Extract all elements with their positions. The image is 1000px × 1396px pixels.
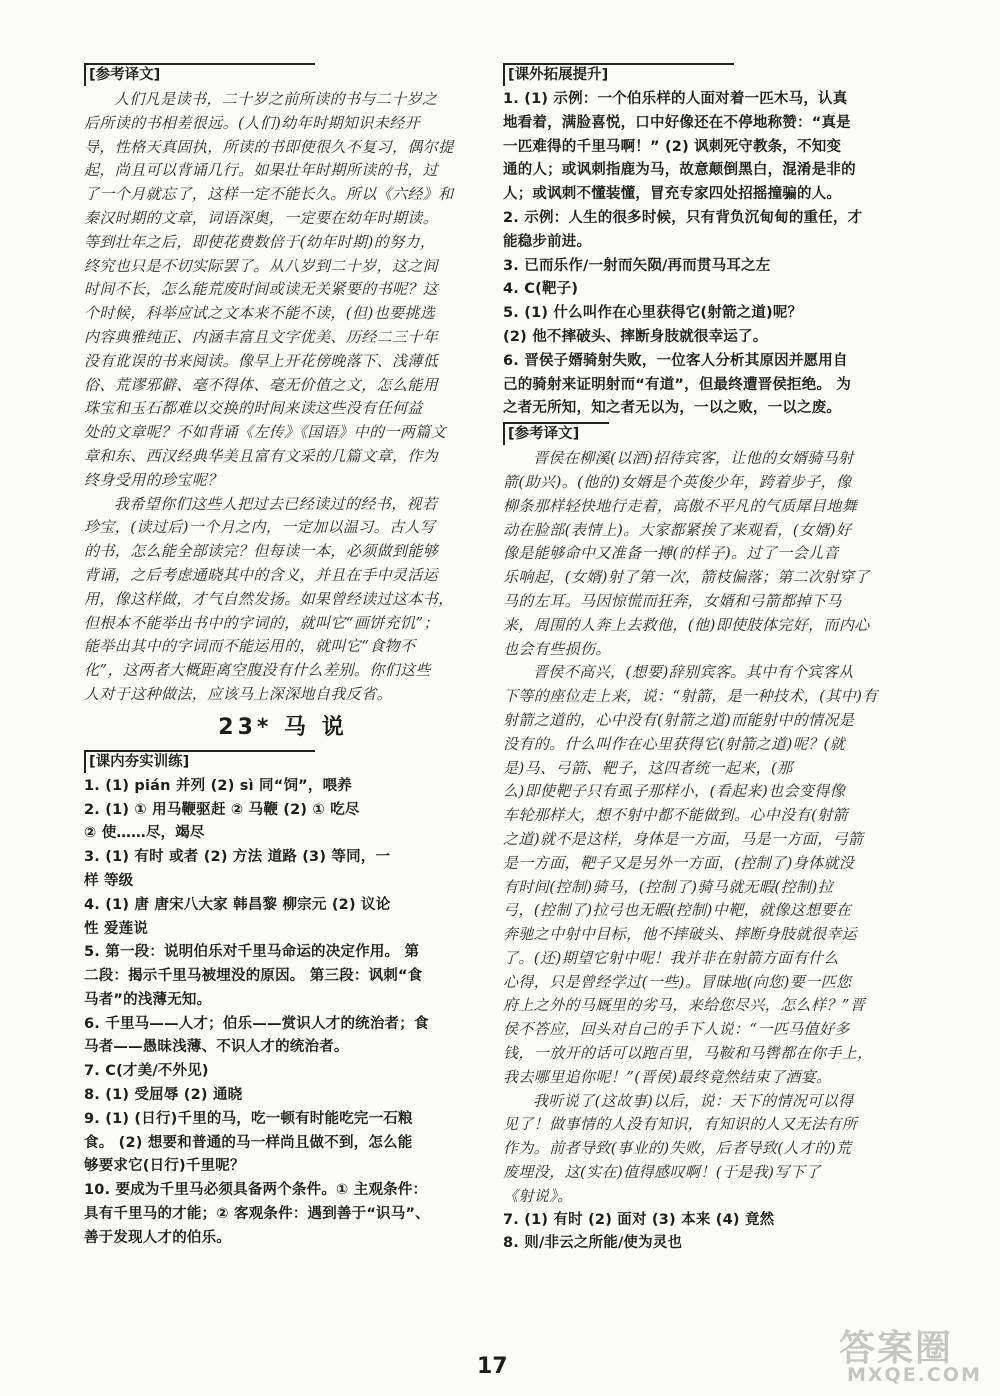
- answer-line: 7. C(才美/不外见): [84, 1063, 209, 1080]
- answer-line: 8. 则/非云之所能/使为灵也: [503, 1235, 683, 1252]
- translation-line: 俗、荒谬邪僻、毫不得体、毫无价值之文，怎么能用: [84, 375, 439, 394]
- left-translation-label: [参考译文]: [84, 63, 315, 86]
- watermark-logo: [833, 1318, 983, 1390]
- answer-line: 能稳步前进。: [503, 233, 592, 250]
- translation-line: 府上之外的马厩里的劣马，来给您尽兴，怎么样？”晋: [503, 996, 866, 1015]
- answer-line: 二段：揭示千里马被埋没的原因。 第三段：讽刺“食: [84, 968, 423, 985]
- translation-line: 动在脸部(表情上)。大家都紧挨了来观看，(女婿)好: [503, 520, 852, 539]
- translation-line: 么)即使靶子只有虱子那样小，(看起来)也会变得像: [503, 782, 846, 801]
- practice-label: [课内夯实训练]: [84, 750, 315, 773]
- translation-line: 马的左耳。马因惊慌而狂奔，女婿和弓箭都掉下马: [503, 591, 842, 610]
- answer-line: 一匹难得的千里马啊！” (2) 讽刺死守教条，不知变: [503, 138, 842, 155]
- translation-line: 晋侯不高兴，(想要)辞别宾客。其中有个宾客从: [533, 663, 854, 682]
- translation-line: 下等的座位走上来，说：“射箭，是一种技术，(其中)有: [503, 687, 878, 706]
- extension-answers: [503, 88, 903, 421]
- translation-line: 是一方面，靶子又是另外一方面，(控制了)身体就没: [503, 853, 855, 872]
- translation-line: 秦汉时期的文章，词语深奥，一定要在幼年时期读。: [84, 208, 439, 227]
- translation-line: 珠宝和玉石都难以交换的时间来读这些没有任何益: [84, 399, 423, 418]
- translation-line: 能举出其中的字词而不能运用的，就叫它“食物不: [84, 637, 416, 656]
- left-column: [84, 62, 482, 1251]
- left-translation-body: [84, 88, 482, 707]
- answer-line: (2) 他不摔破头、摔断身肢就很幸运了。: [503, 328, 768, 345]
- translation-line: 后所读的书相差很远。(人们)幼年时期知识未经开: [84, 113, 420, 132]
- watermark-main: 答案圈: [839, 1328, 954, 1369]
- translation-line: 乐响起，(女婿)射了第一次，箭枝偏落；第二次射穿了: [503, 568, 870, 587]
- right-column: [503, 62, 903, 1256]
- answer-line: 7. (1) 有时 (2) 面对 (3) 本来 (4) 竟然: [503, 1211, 775, 1228]
- answer-line: 马者——愚昧浅薄、不识人才的统治者。: [84, 1039, 349, 1056]
- translation-line: 也会有些损伤。: [503, 639, 611, 658]
- translation-line: 《射说》。: [503, 1186, 573, 1205]
- answer-line: 3. (1) 有时 或者 (2) 方法 道路 (3) 等同，一: [84, 849, 391, 866]
- answer-line: 2. 示例：人生的很多时候，只有背负沉甸甸的重任，才: [503, 209, 863, 226]
- translation-line: 是)马、弓箭、靶子，这四者统一起来，(那: [503, 758, 793, 777]
- answer-line: 5. (1) 什么叫作在心里获得它(射箭之道)呢？: [503, 305, 803, 322]
- translation-line: 奔驰之中射中目标，他不摔破头、摔断身肢就很幸运: [503, 925, 858, 944]
- answer-line: 8. (1) 受屈辱 (2) 通晓: [84, 1087, 243, 1104]
- right-translation-body: [503, 447, 903, 1209]
- translation-line: 车轮那样大，想不射中都不能做到。心中没有(射箭: [503, 806, 849, 825]
- translation-line: 侯不答应，回头对自己的手下人说：“一匹马值好多: [503, 1020, 850, 1039]
- answer-line: 3. 已而乐作/一射而矢陨/再而贯马耳之左: [503, 257, 771, 274]
- answer-line: 9. (1) (日行)千里的马，吃一顿有时能吃完一石粮: [84, 1110, 413, 1127]
- right-translation-label: [参考译文]: [503, 422, 609, 445]
- answer-line: 马者”的浅薄无知。: [84, 991, 212, 1008]
- translation-line: 用，像这样做，才气自然发扬。如果曾经读过这本书，: [84, 589, 454, 608]
- answer-line: 己的骑射来证明射而“有道”，但最终遭晋侯拒绝。 为: [503, 376, 852, 393]
- answer-line: 1. (1) 示例：一个伯乐样的人面对着一匹木马，认真: [503, 91, 848, 107]
- answer-line: 够要求它(日行)千里呢？: [84, 1158, 245, 1175]
- translation-line: 人对于这种做法，应该马上深深地自我反省。: [84, 684, 393, 703]
- answer-line: 地看着，满脸喜悦，口中好像还在不停地称赞：“真是: [503, 114, 851, 131]
- answer-line: 善于发现人才的伯乐。: [84, 1229, 231, 1246]
- translation-line: 个时候，科举应试之文本来不能不读，(但)也要挑选: [84, 304, 436, 323]
- translation-line: 晋侯在柳溪(以酒)招待宾客，让他的女婿骑马射: [533, 449, 854, 468]
- translation-line: 了。(还)期望它射中呢！我并非在射箭方面有什么: [503, 948, 839, 967]
- answer-line: 4. C(靶子): [503, 281, 579, 298]
- translation-line: 背诵，之后考虑通晓其中的含义，并且在手中灵活运: [84, 565, 439, 584]
- translation-line: 了一个月就忘了，这样一定不能长久。所以《六经》和: [84, 185, 454, 204]
- answer-line: 通的人；或讽刺指鹿为马，故意颠倒黑白，混淆是非的: [503, 162, 856, 179]
- translation-line: 箭(助兴)。(他的)女婿是个英俊少年，跨着步子，像: [503, 472, 852, 491]
- translation-line: 人们凡是读书，二十岁之前所读的书与二十岁之: [114, 90, 438, 108]
- translation-line: 心得，只是曾经学过(一些)。冒昧地(向您)要一匹您: [503, 972, 852, 991]
- page-number: 17: [477, 1354, 508, 1379]
- answer-line: 2. (1) ① 用马鞭驱赶 ② 马鞭 (2) ① 吃尽: [84, 801, 360, 818]
- answer-line: 4. (1) 唐 唐宋八大家 韩昌黎 柳宗元 (2) 议论: [84, 896, 391, 913]
- translation-line: 处的文章呢？不如背诵《左传》《国语》中的一两篇文: [84, 423, 447, 442]
- translation-line: 内容典雅纯正、内涵丰富且文字优美、历经二三十年: [84, 327, 439, 346]
- answer-line: ② 使……尽，竭尽: [84, 825, 205, 842]
- translation-line: 弓，(控制了)拉弓也无暇(控制)中靶，就像这想要在: [503, 901, 852, 920]
- translation-line: 有时间(控制)骑马，(控制了)骑马就无暇(控制)拉: [503, 877, 834, 896]
- translation-line: 起，尚且可以背诵几行。如果壮年时期所读的书，过: [84, 161, 439, 180]
- translation-line: 等到壮年之后，即使花费数倍于(幼年时期)的努力，: [84, 232, 436, 251]
- translation-line: 来，周围的人奔上去救他，(他)即使肢体完好，而内心: [503, 615, 870, 634]
- answer-line: 6. 千里马——人才；伯乐——赏识人才的统治者；食: [84, 1015, 429, 1032]
- answer-line: 食。 (2) 想要和普通的马一样尚且做不到，怎么能: [84, 1134, 413, 1151]
- translation-line: 化”，这两者大概距离空腹没有什么差别。你们这些: [84, 661, 431, 680]
- translation-line: 废埋没，这(实在)值得感叹啊！(于是我)写下了: [503, 1163, 821, 1182]
- translation-line: 没有讹误的书来阅读。像早上开花傍晚落下、浅薄低: [84, 351, 439, 370]
- answer-line: 10. 要成为千里马必须具备两个条件。① 主观条件：: [84, 1182, 428, 1199]
- answer-line: 6. 晋侯子婿骑射失败，一位客人分析其原因并愿用自: [503, 352, 848, 369]
- translation-line: 我去哪里追你呢！”(晋侯)最终竟然结束了酒宴。: [503, 1067, 832, 1086]
- translation-line: 终身受用的珍宝呢？: [84, 470, 223, 489]
- translation-line: 钱，一放开的话可以跑百里，马鞍和马辔都在你手上，: [503, 1044, 873, 1063]
- translation-line: 时间不长，怎么能荒废时间或读无关紧要的书呢？这: [84, 280, 439, 299]
- answer-line: 样 等级: [84, 872, 134, 889]
- extension-label: [课外拓展提升]: [503, 63, 734, 86]
- practice-answers: [84, 775, 482, 1251]
- answer-line: 人；或讽刺不懂装懂，冒充专家四处招摇撞骗的人。: [503, 186, 842, 203]
- translation-line: 射箭之道的，心中没有(射箭之道)而能射中的情况是: [503, 710, 855, 729]
- translation-line: 我听说了(这故事)以后，说：天下的情况可以得: [533, 1091, 854, 1110]
- answer-line: 5. 第一段：说明伯乐对千里马命运的决定作用。 第: [84, 944, 420, 961]
- right-final-answers: [503, 1209, 903, 1257]
- translation-line: 像是能够命中又准备一搏(的样子)。过了一会儿音: [503, 544, 839, 563]
- answer-line: 之者无所知，知之者无以为，一以之败，一以之废。: [503, 400, 842, 417]
- answer-line: 1. (1) pián 并列 (2) sì 同“饲”，喂养: [84, 777, 352, 794]
- translation-line: 珍宝，(读过后)一个月之内，一定加以温习。古人写: [84, 518, 436, 537]
- lesson-title: 23* 马 说: [218, 714, 348, 740]
- translation-line: 之道)就不是这样，身体是一方面，马是一方面，弓箭: [503, 829, 864, 848]
- watermark-sub: MXQE.COM: [847, 1364, 982, 1386]
- answer-line: 具有千里马的才能；② 客观条件：遇到善于“识马”、: [84, 1206, 430, 1223]
- translation-line: 导，性格天真固执，所读的书即使很久不复习，偶尔提: [84, 137, 454, 156]
- translation-line: 见了！做事情的人没有知识，有知识的人又无法有所: [503, 1115, 858, 1134]
- translation-line: 我希望你们这些人把过去已经读过的经书，视若: [114, 494, 438, 513]
- translation-line: 没有的。什么叫作在心里获得它(射箭之道)呢？(就: [503, 734, 846, 753]
- translation-line: 的书，怎么能全部读完？但每读一本，必须做到能够: [84, 542, 439, 561]
- translation-line: 作为。前者导致(事业的)失败，后者导致(人才的)荒: [503, 1139, 852, 1158]
- translation-line: 终究也只是不切实际罢了。从八岁到二十岁，这之间: [84, 256, 439, 275]
- translation-line: 但根本不能举出书中的字词的，就叫它“画饼充饥”；: [84, 613, 439, 632]
- answer-line: 性 爱莲说: [84, 920, 149, 937]
- translation-line: 章和东、西汉经典华美且富有文采的几篇文章，作为: [84, 446, 439, 465]
- translation-line: 柳条那样轻快地行走着，高傲不平凡的气质犀目地舞: [503, 496, 858, 515]
